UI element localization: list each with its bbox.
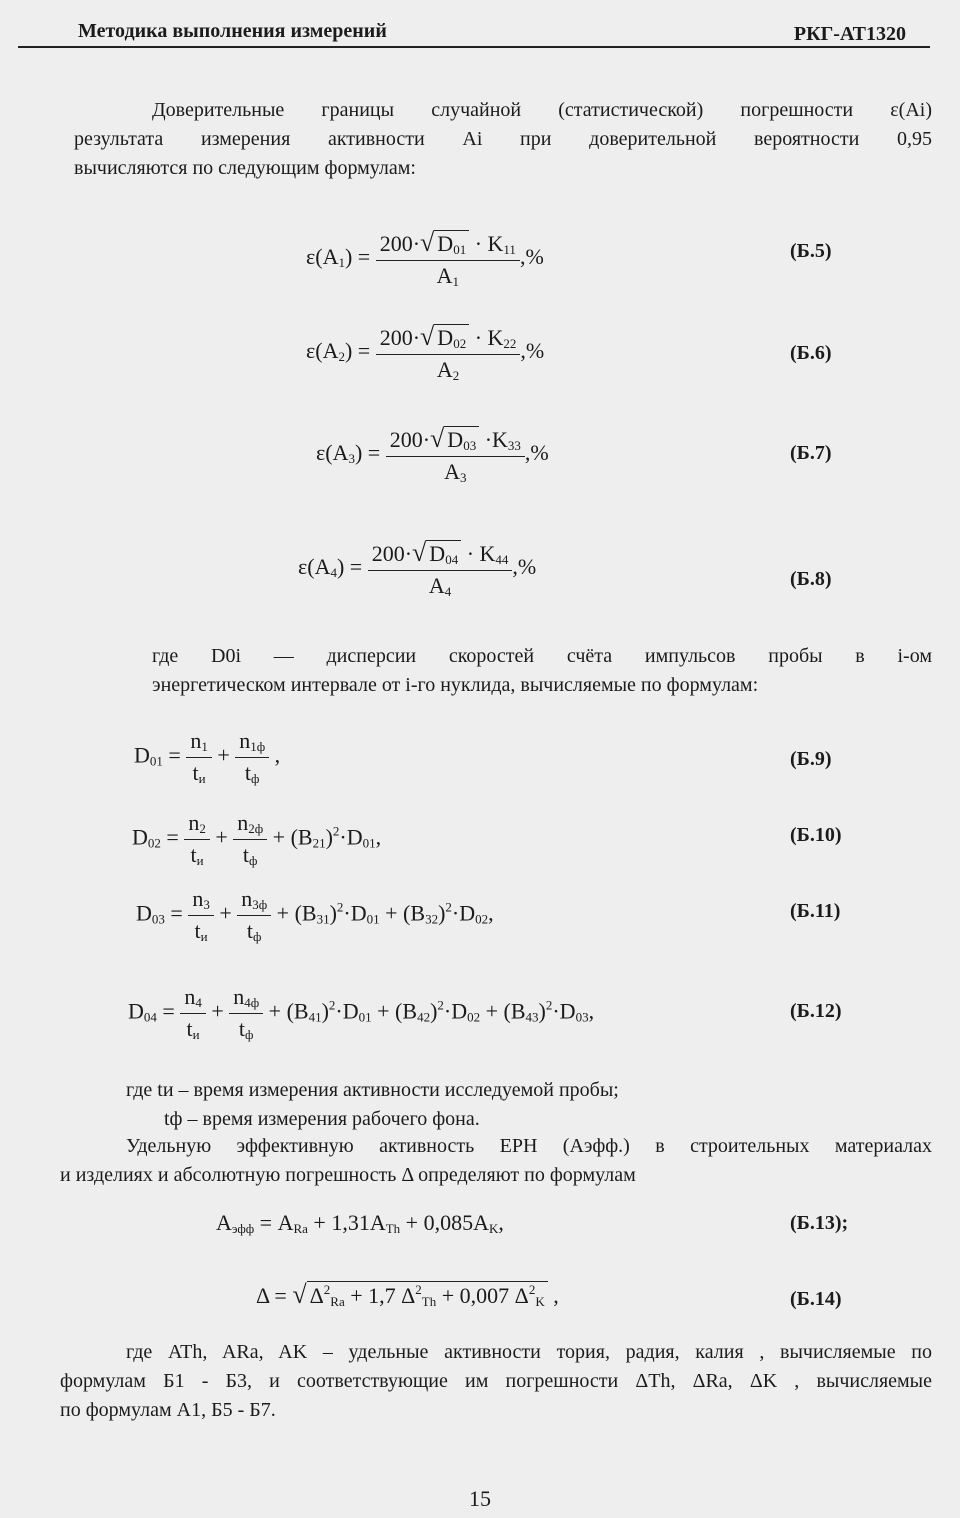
intro-line-3: вычисляются по следующим формулам: <box>74 157 416 179</box>
where-t-line-2: tф – время измерения рабочего фона. <box>164 1108 480 1130</box>
final-line-1: где ATh, ARa, AK – удельные активности тория, радия, калия , вычисляемые по <box>126 1341 932 1363</box>
eq-number-b10: (Б.10) <box>790 824 842 846</box>
formula-b6: $\varepsilon(A_2)$ = $\frac{200\cdot√ D_{02} \cdot K_{22}}{A_2}$ ,% <box>306 322 545 383</box>
final-line-3: по формулам А1, Б5 - Б7. <box>60 1399 276 1421</box>
eq-number-b5: (Б.5) <box>790 240 832 262</box>
formula-b13: $A_{эфф} = A_{Ra} + 1,31A_{Th} + 0,085A_K$, <box>216 1210 504 1236</box>
header-code: РКГ-АТ1320 <box>793 23 906 45</box>
where-d-paragraph <box>152 642 932 700</box>
page-number: 15 <box>469 1486 491 1511</box>
where-d-line-2: энергетическом интервале от i-го нуклида, вычисляемые по формулам: <box>152 674 759 696</box>
formula-b14: Δ = √ $\Delta^2_{Ra} + 1,7$ $\Delta^2_{Th} + 0,007$ $\Delta^2_K$ , <box>256 1280 559 1309</box>
eq-number-b13: (Б.13); <box>790 1212 849 1234</box>
aeff-line-2: и изделиях и абсолютную погрешность Δ определяют по формулам <box>60 1164 636 1186</box>
intro-line-1: Доверительные границы случайной (статистической) погрешности ε(Ai) <box>152 99 932 121</box>
where-d-line-1: где D0i — дисперсии скоростей счёта импульсов пробы в i-ом <box>152 645 932 667</box>
final-paragraph <box>60 1338 932 1425</box>
eq-number-b8: (Б.8) <box>790 568 832 590</box>
page-header <box>18 20 930 48</box>
formula-b5: $\varepsilon(A_1)$ = $\frac{200\cdot√ D_{01} \cdot K_{11}}{A_1}$ ,% <box>306 228 544 289</box>
eq-number-b12: (Б.12) <box>790 1000 842 1022</box>
formula-b8: $\varepsilon(A_4)$ = $\frac{200\cdot√ D_{04} \cdot K_{44}}{A_4}$ ,% <box>298 538 537 599</box>
where-t-line-1: где tи – время измерения активности исследуемой пробы; <box>126 1079 619 1101</box>
eq-number-b11: (Б.11) <box>790 900 841 922</box>
formula-b12: $D_{04}$ = $\frac{n_4}{t_и}$ + $\frac{n_{4ф}}{t_ф}$ + $(B_{41})^2\cdot D_{01} + (B_{42})^2\cdot D_{02} + (B_{43})^2\cdot D_{03}$, <box>128 984 595 1042</box>
eq-number-b14: (Б.14) <box>790 1288 842 1310</box>
aeff-paragraph <box>60 1132 932 1190</box>
formula-b11: $D_{03}$ = $\frac{n_3}{t_и}$ + $\frac{n_{3ф}}{t_ф}$ + $(B_{31})^2\cdot D_{01} + (B_{32})^2\cdot D_{02}$, <box>136 886 494 944</box>
where-t-paragraph <box>126 1076 932 1134</box>
aeff-line-1: Удельную эффективную активность ЕРН (Аэфф.) в строительных материалах <box>126 1135 932 1157</box>
formula-b7: $\varepsilon(A_3)$ = $\frac{200\cdot√ D_{03} \cdot K_{33}}{A_3}$ ,% <box>316 424 549 485</box>
formula-b9: $D_{01}$ = $\frac{n_1}{t_и}$ + $\frac{n_{1ф}}{t_ф}$ , <box>134 728 281 786</box>
eq-number-b9: (Б.9) <box>790 748 832 770</box>
formula-b10: $D_{02}$ = $\frac{n_2}{t_и}$ + $\frac{n_{2ф}}{t_ф}$ + $(B_{21})^2\cdot D_{01}$, <box>132 810 382 868</box>
eq-number-b6: (Б.6) <box>790 342 832 364</box>
final-line-2: формулам Б1 - Б3, и соответствующие им погрешности ΔTh, ΔRa, ΔK , вычисляемые <box>60 1370 932 1392</box>
header-title: Методика выполнения измерений <box>78 20 387 42</box>
intro-line-2: результата измерения активности Ai при доверительной вероятности 0,95 <box>74 128 932 150</box>
intro-paragraph <box>74 96 932 183</box>
eq-number-b7: (Б.7) <box>790 442 832 464</box>
